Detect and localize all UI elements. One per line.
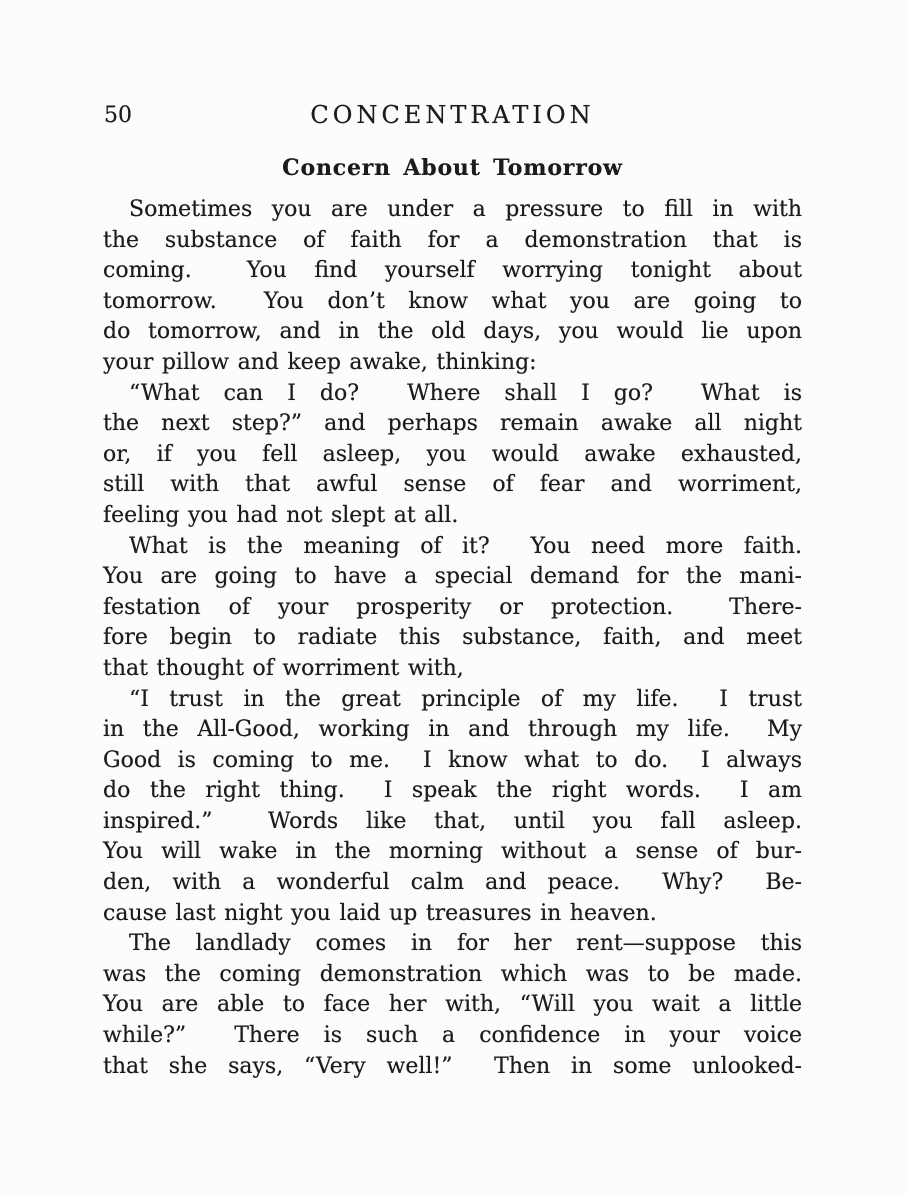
text-line: the substance of faith for a demonstration that is: [103, 227, 802, 253]
text-line: den, with a wonderful calm and peace. Why? Be-: [103, 870, 802, 896]
text-line: The landlady comes in for her rent—suppose this: [129, 931, 802, 957]
text-line: coming. You find yourself worrying tonight about: [103, 258, 802, 284]
text-line: or, if you fell asleep, you would awake exhausted,: [103, 441, 802, 467]
page-number: 50: [104, 103, 132, 128]
text-line: cause last night you laid up treasures in heaven.: [103, 900, 657, 926]
text-line: while?” There is such a confidence in your voice: [103, 1023, 802, 1049]
body-text: [103, 195, 802, 1082]
text-line: was the coming demonstration which was to be made.: [103, 961, 802, 987]
section-heading: Concern About Tomorrow: [282, 155, 623, 181]
text-line: your pillow and keep awake, thinking:: [103, 349, 537, 375]
text-line: You are going to have a special demand for the mani-: [103, 564, 802, 590]
text-line: Sometimes you are under a pressure to fill in with: [129, 197, 802, 222]
text-line: “I trust in the great principle of my life. I trust: [129, 686, 802, 712]
text-line: inspired.” Words like that, until you fall asleep.: [103, 808, 802, 834]
running-header: [103, 101, 802, 133]
text-line: Good is coming to me. I know what to do. I always: [103, 747, 802, 773]
text-line: “What can I do? Where shall I go? What is: [129, 380, 802, 406]
text-line: that she says, “Very well!” Then in some unlooked-: [103, 1053, 802, 1079]
text-line: still with that awful sense of fear and worriment,: [103, 472, 802, 498]
text-line: do tomorrow, and in the old days, you would lie upon: [103, 319, 802, 345]
text-line: tomorrow. You don’t know what you are going to: [103, 288, 802, 314]
text-line: that thought of worriment with,: [103, 655, 464, 681]
text-line: You are able to face her with, “Will you wait a little: [103, 992, 802, 1018]
text-line: the next step?” and perhaps remain awake all night: [103, 411, 802, 437]
text-column: [103, 101, 802, 1082]
text-line: festation of your prosperity or protection. There-: [103, 594, 802, 620]
text-line: feeling you had not slept at all.: [103, 502, 459, 528]
book-title: CONCENTRATION: [310, 101, 595, 129]
text-line: You will wake in the morning without a sense of bur-: [103, 839, 802, 865]
text-line: fore begin to radiate this substance, faith, and meet: [103, 625, 802, 651]
text-line: in the All-Good, working in and through my life. My: [103, 717, 802, 743]
text-line: What is the meaning of it? You need more faith.: [129, 533, 802, 559]
text-line: do the right thing. I speak the right words. I am: [103, 778, 802, 804]
